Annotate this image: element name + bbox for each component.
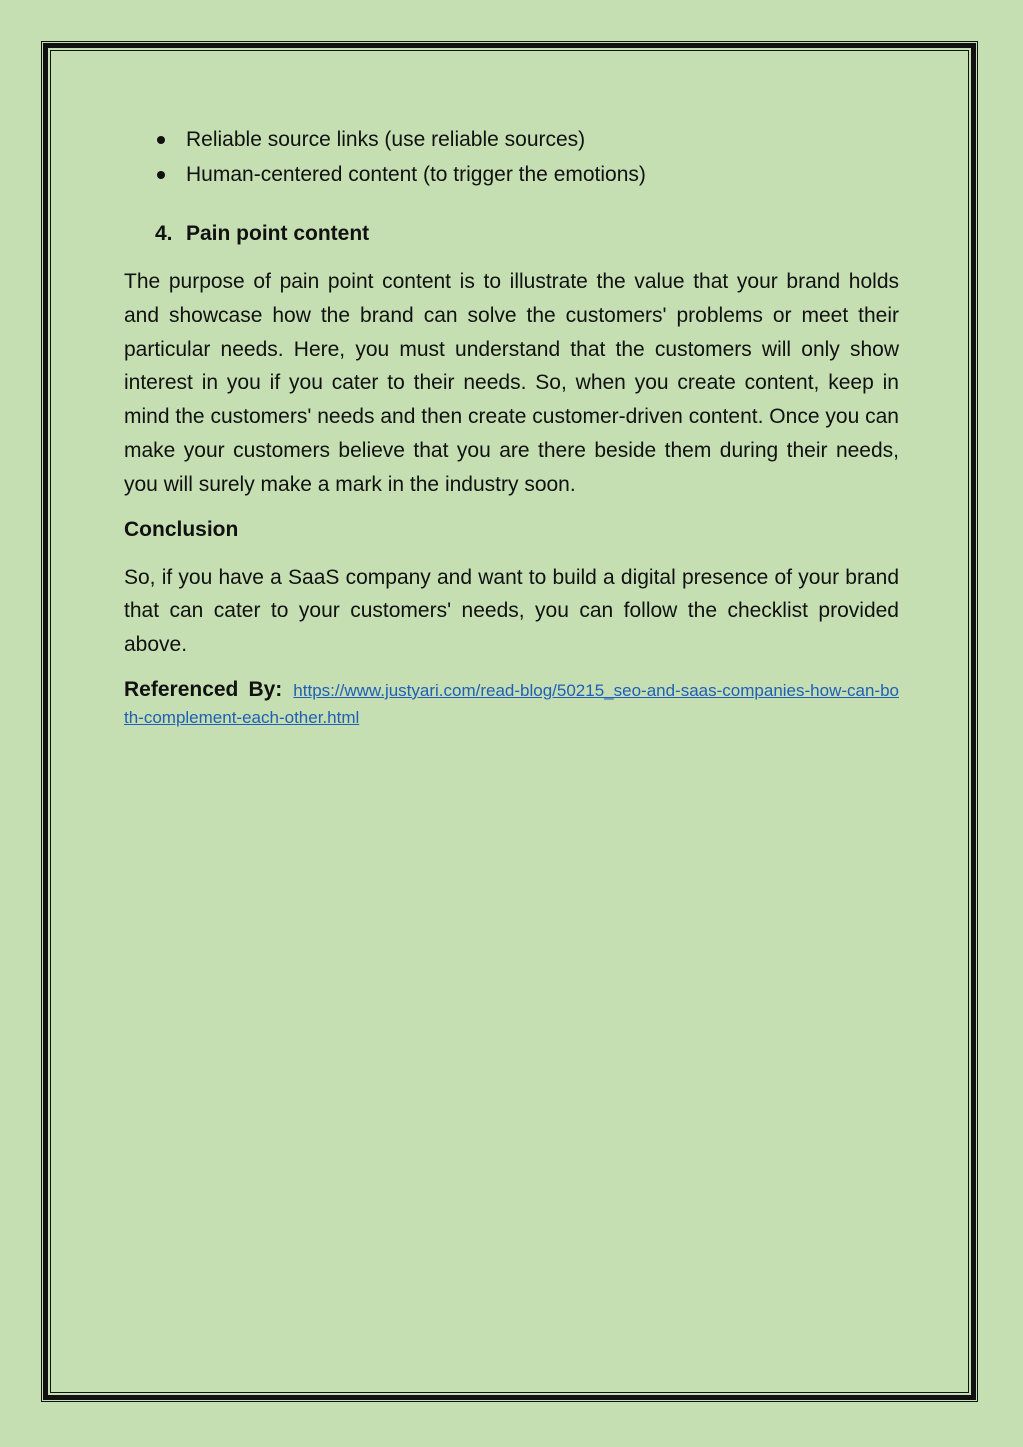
- conclusion-paragraph: So, if you have a SaaS company and want to build a digital presence of your brand that can cater to your customers' needs, you can follow the checklist provided above.: [124, 565, 899, 657]
- bullet-text: Human-centered content (to trigger the emotions): [186, 163, 646, 186]
- section-number: 4.: [155, 222, 173, 245]
- reference-line: [124, 676, 899, 731]
- document-content: [124, 122, 899, 731]
- reference-link[interactable]: https://www.justyari.com/read-blog/50215_seo-and-saas-companies-how-can-both-complement-each-other.html: [124, 680, 899, 727]
- reference-label: Referenced By:: [124, 677, 283, 701]
- bullet-dot-icon: [157, 136, 165, 144]
- section-title: Pain point content: [186, 222, 370, 245]
- bullet-item: [124, 157, 899, 192]
- conclusion-heading: Conclusion: [124, 517, 239, 541]
- bullet-list: [124, 122, 899, 192]
- bullet-text: Reliable source links (use reliable sources): [186, 128, 586, 151]
- pain-point-paragraph: The purpose of pain point content is to illustrate the value that your brand holds and showcase how the brand can solve the customers' problems or meet their particular needs. Here, you must understand that the customers will only show interest in you if you cater to their needs. So, when you create content, keep in mind the customers' needs and then create customer-driven content. Once you can make your customers believe that you are there beside them during their needs, you will surely make a mark in the industry soon.: [124, 270, 899, 496]
- bullet-dot-icon: [157, 171, 165, 179]
- section-heading-pain-point: [124, 219, 899, 249]
- bullet-item: [124, 122, 899, 157]
